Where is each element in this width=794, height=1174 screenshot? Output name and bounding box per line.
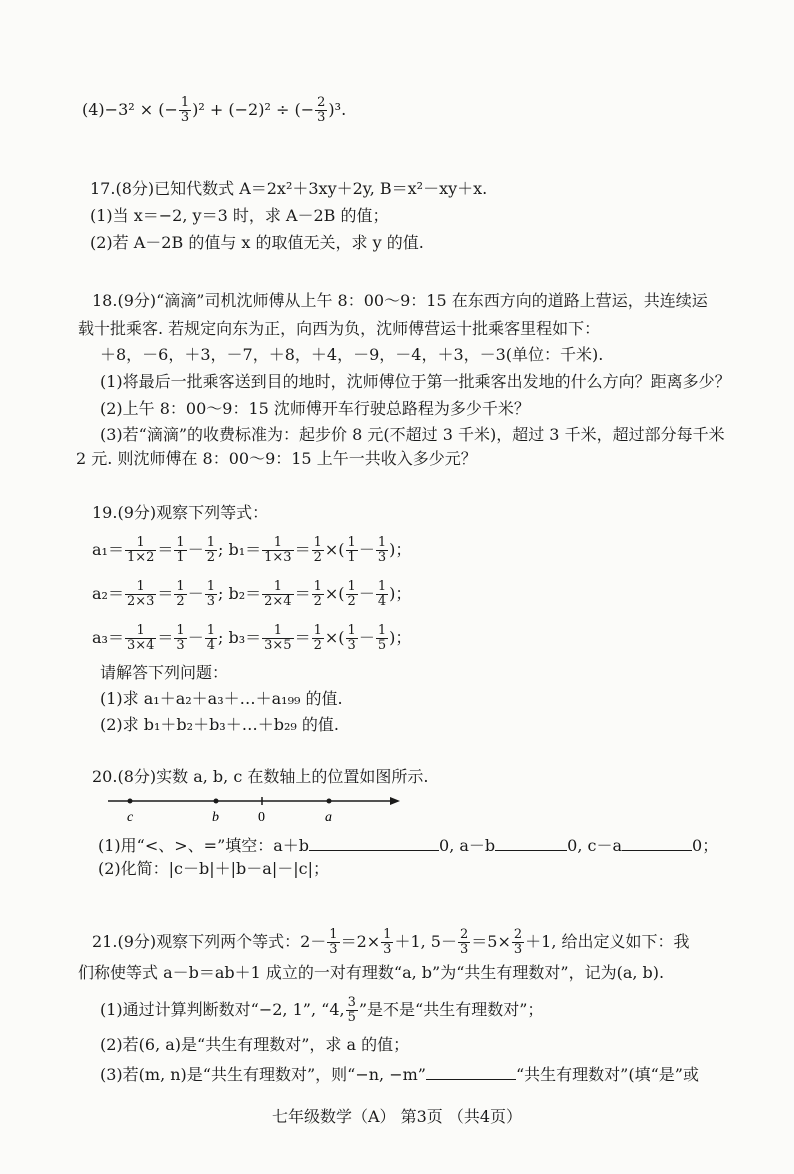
answer-blank[interactable] [426, 1063, 516, 1080]
q19-row-1: a₁＝ $\frac{1}{1\times 2}$ ＝ $\frac{1}{1}$ － $\frac{1}{2}$ ; b₁＝ $\frac{1}{1\times 3}$ ＝ $\frac{1}{2}$ ×( $\frac{1}{1}$ － $\frac{1}{3}$ )； [92, 535, 412, 565]
q16-part4: (4)−3² × (− $\frac{1}{3}$ )² + (−2)² ÷ (− $\frac{2}{3}$ )³. [82, 95, 347, 125]
arrow-right-icon [390, 797, 400, 805]
label-a: a [325, 810, 332, 825]
q17-part1: (1)当 x＝−2, y＝3 时，求 A－2B 的值； [90, 206, 389, 225]
label-b: b [212, 810, 219, 825]
q18-data: ＋8，－6，＋3，－7，＋8，＋4，－9，－4，＋3，－3(单位：千米). [100, 345, 604, 364]
q17-head: 17.(8分)已知代数式 A＝2x²＋3xy＋2y, B＝x²－xy＋x. [90, 179, 488, 198]
label-c: c [127, 810, 134, 825]
q18-part1: (1)将最后一批乘客送到目的地时，沈师傅位于第一批乘客出发地的什么方向？距离多少？ [100, 372, 731, 391]
answer-blank[interactable] [622, 834, 692, 851]
q19-row-2: a₂＝ $\frac{1}{2\times 3}$ ＝ $\frac{1}{2}$ － $\frac{1}{3}$ ; b₂＝ $\frac{1}{2\times 4}$ ＝ $\frac{1}{2}$ ×( $\frac{1}{2}$ － $\frac{1}{4}$ )； [92, 579, 412, 609]
point-a [327, 799, 332, 804]
answer-blank[interactable] [309, 834, 439, 851]
q19-head: 19.(9分)观察下列等式： [92, 503, 269, 522]
q18-head-1: 18.(9分)“滴滴”司机沈师傅从上午 8：00～9：15 在东西方向的道路上营运，共连续运 [92, 291, 708, 310]
q19-part1: (1)求 a₁＋a₂＋a₃＋…＋a₁₉₉ 的值. [100, 689, 343, 708]
fraction: $\frac{1}{3}$ [180, 95, 190, 125]
q18-part3-a: (3)若“滴滴”的收费标准为：起步价 8 元(不超过 3 千米)，超过 3 千米，超过部分每千米 [100, 425, 725, 444]
q18-part3-b: 2 元. 则沈师傅在 8：00～9：15 上午一共收入多少元？ [76, 449, 477, 468]
q20-part1: (1)用“<、>、=”填空：a＋b 0, a－b 0, c－a 0； [98, 836, 719, 855]
q20-head: 20.(8分)实数 a, b, c 在数轴上的位置如图所示. [92, 767, 429, 786]
q21-part3: (3)若(m, n)是“共生有理数对”，则“−n, −m” “共生有理数对”(填“是”或 [100, 1065, 699, 1084]
q18-head-2: 载十批乘客. 若规定向东为正，向西为负，沈师傅营运十批乘客里程如下： [78, 319, 601, 338]
q19-part2: (2)求 b₁＋b₂＋b₃＋…＋b₂₉ 的值. [100, 715, 339, 734]
answer-blank[interactable] [495, 834, 567, 851]
q20-part2: (2)化简：|c－b|＋|b－a|－|c|； [98, 859, 329, 878]
q18-part2: (2)上午 8：00～9：15 沈师傅开车行驶总路程为多少千米？ [100, 399, 530, 418]
number-line-figure [108, 788, 408, 828]
q17-part2: (2)若 A－2B 的值与 x 的取值无关，求 y 的值. [90, 233, 424, 252]
label-zero: 0 [258, 810, 265, 825]
page-footer: 七年级数学（A） 第3页 （共4页） [271, 1107, 523, 1126]
q19-row-3: a₃＝ $\frac{1}{3\times 4}$ ＝ $\frac{1}{3}$ － $\frac{1}{4}$ ; b₃＝ $\frac{1}{3\times 5}$ ＝ $\frac{1}{2}$ ×( $\frac{1}{3}$ － $\frac{1}{5}$ )； [92, 623, 412, 653]
q21-part2: (2)若(6, a)是“共生有理数对”，求 a 的值； [100, 1035, 410, 1054]
q21-line2: 们称使等式 a－b＝ab＋1 成立的一对有理数“a, b”为“共生有理数对”，记为(a, b). [78, 963, 665, 982]
q19-ask: 请解答下列问题： [100, 663, 229, 682]
point-c [128, 799, 133, 804]
q21-head: 21.(9分)观察下列两个等式：2－ $\frac{1}{3}$ ＝2× $\frac{1}{3}$ ＋1, 5－ $\frac{2}{3}$ ＝5× $\frac{2}{3}$ ＋1, 给出定义如下：我 [92, 927, 690, 957]
point-b [214, 799, 219, 804]
fraction: $\frac{2}{3}$ [317, 95, 326, 125]
q21-part1: (1)通过计算判断数对“−2, 1”, “4, $\frac{3}{5}$ ”是不是“共生有理数对”； [100, 995, 544, 1025]
